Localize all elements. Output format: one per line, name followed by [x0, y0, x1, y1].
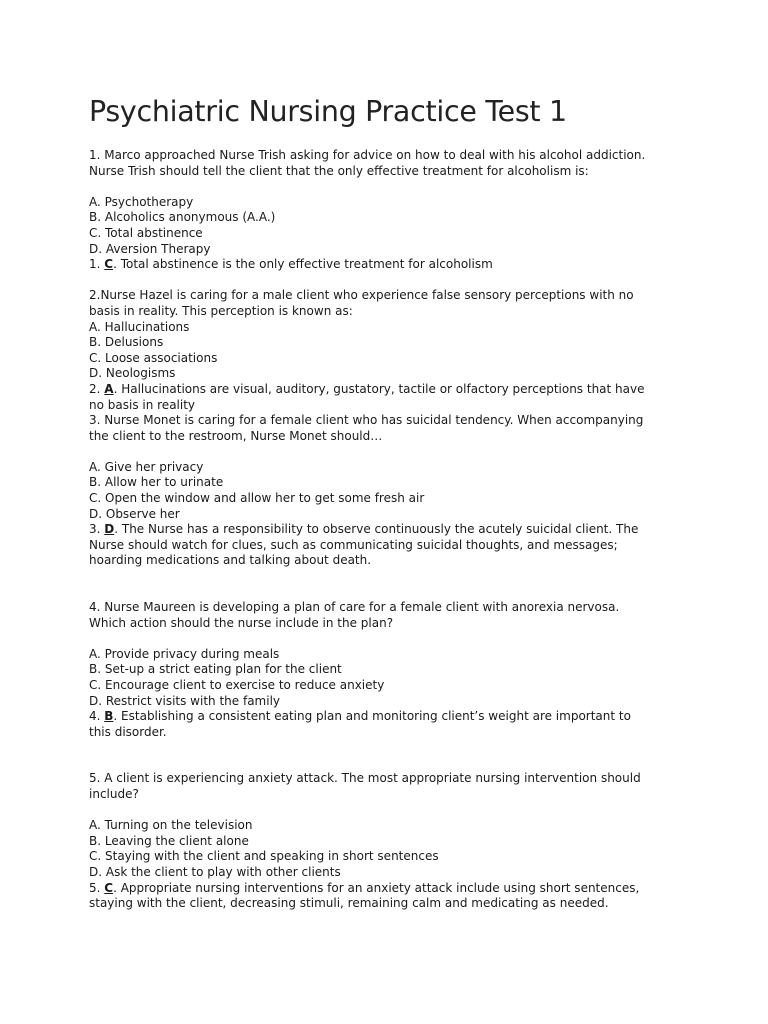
option-d: D. Restrict visits with the family — [89, 693, 281, 708]
answer-number: 5. — [89, 880, 105, 895]
answer-letter: A — [104, 381, 114, 396]
question-stem-line: the client to the restroom, Nurse Monet should… — [89, 428, 383, 443]
answer-explanation-line: no basis in reality — [89, 397, 196, 412]
option-c: C. Encourage client to exercise to reduce anxiety — [89, 678, 385, 692]
answer-line — [89, 522, 689, 538]
answer-letter: C — [104, 257, 114, 272]
option-b: B. Delusions — [89, 335, 164, 350]
question-2 — [89, 288, 689, 413]
answer-explanation-line: hoarding medications and talking about death. — [89, 553, 372, 568]
option-b: B. Allow her to urinate — [89, 475, 224, 490]
question-stem-line: basis in reality. This perception is known as: — [89, 303, 353, 318]
question-1 — [89, 148, 689, 273]
question-stem-line: Nurse Trish should tell the client that the only effective treatment for alcoholism is: — [89, 163, 589, 178]
option-b: B. Leaving the client alone — [89, 833, 249, 848]
answer-explanation: . Hallucinations are visual, auditory, gustatory, tactile or olfactory perceptions that have — [113, 381, 645, 396]
answer-explanation: . Total abstinence is the only effective treatment for alcoholism — [113, 257, 493, 272]
option-c: C. Open the window and allow her to get some fresh air — [89, 491, 425, 506]
answer-letter: D — [104, 522, 115, 537]
answer-explanation-line: this disorder. — [89, 724, 167, 739]
answer-letter: B — [104, 709, 114, 724]
option-d: D. Ask the client to play with other clients — [89, 864, 341, 879]
question-stem-line: 1. Marco approached Nurse Trish asking for advice on how to deal with his alcohol addiction. — [89, 148, 646, 162]
option-d: D. Aversion Therapy — [89, 241, 211, 256]
page-title: Psychiatric Nursing Practice Test 1 — [89, 95, 567, 128]
option-a: A. Hallucinations — [89, 319, 190, 334]
question-stem-line: 5. A client is experiencing anxiety attack. The most appropriate nursing intervention should — [89, 771, 641, 786]
option-b: B. Alcoholics anonymous (A.A.) — [89, 210, 276, 225]
question-4 — [89, 600, 689, 740]
option-b: B. Set-up a strict eating plan for the client — [89, 662, 342, 677]
question-stem-line: 3. Nurse Monet is caring for a female client who has suicidal tendency. When accompanying — [89, 413, 644, 428]
option-d: D. Neologisms — [89, 366, 176, 381]
answer-explanation: . Appropriate nursing interventions for an anxiety attack include using short sentences, — [113, 880, 640, 895]
option-a: A. Psychotherapy — [89, 194, 194, 209]
option-a: A. Provide privacy during meals — [89, 646, 280, 661]
option-a: A. Give her privacy — [89, 459, 204, 474]
answer-explanation-line: staying with the client, decreasing stimuli, remaining calm and medicating as needed. — [89, 896, 609, 911]
question-stem-line: 2.Nurse Hazel is caring for a male client who experience false sensory perceptions with no — [89, 288, 634, 303]
question-stem-line: include? — [89, 786, 139, 801]
document-page — [89, 92, 689, 912]
answer-number: 3. — [89, 522, 105, 537]
answer-number: 4. — [89, 709, 105, 724]
option-c: C. Loose associations — [89, 350, 218, 365]
option-c: C. Staying with the client and speaking in short sentences — [89, 849, 439, 864]
answer-explanation-line: Nurse should watch for clues, such as communicating suicidal thoughts, and messages; — [89, 537, 618, 552]
answer-line — [89, 257, 689, 273]
answer-number: 2. — [89, 381, 105, 396]
question-stem-line: 4. Nurse Maureen is developing a plan of care for a female client with anorexia nervosa. — [89, 600, 620, 615]
question-5 — [89, 771, 689, 911]
question-3 — [89, 413, 689, 569]
answer-line — [89, 881, 689, 897]
question-stem-line: Which action should the nurse include in the plan? — [89, 615, 394, 630]
option-c: C. Total abstinence — [89, 225, 203, 240]
answer-line — [89, 709, 689, 725]
option-d: D. Observe her — [89, 506, 180, 521]
answer-number: 1. — [89, 257, 105, 272]
answer-letter: C — [104, 880, 114, 895]
option-a: A. Turning on the television — [89, 818, 253, 833]
answer-explanation: . Establishing a consistent eating plan and monitoring client’s weight are important to — [113, 709, 631, 724]
answer-line — [89, 382, 689, 398]
answer-explanation: . The Nurse has a responsibility to observe continuously the acutely suicidal client. The — [114, 522, 639, 537]
